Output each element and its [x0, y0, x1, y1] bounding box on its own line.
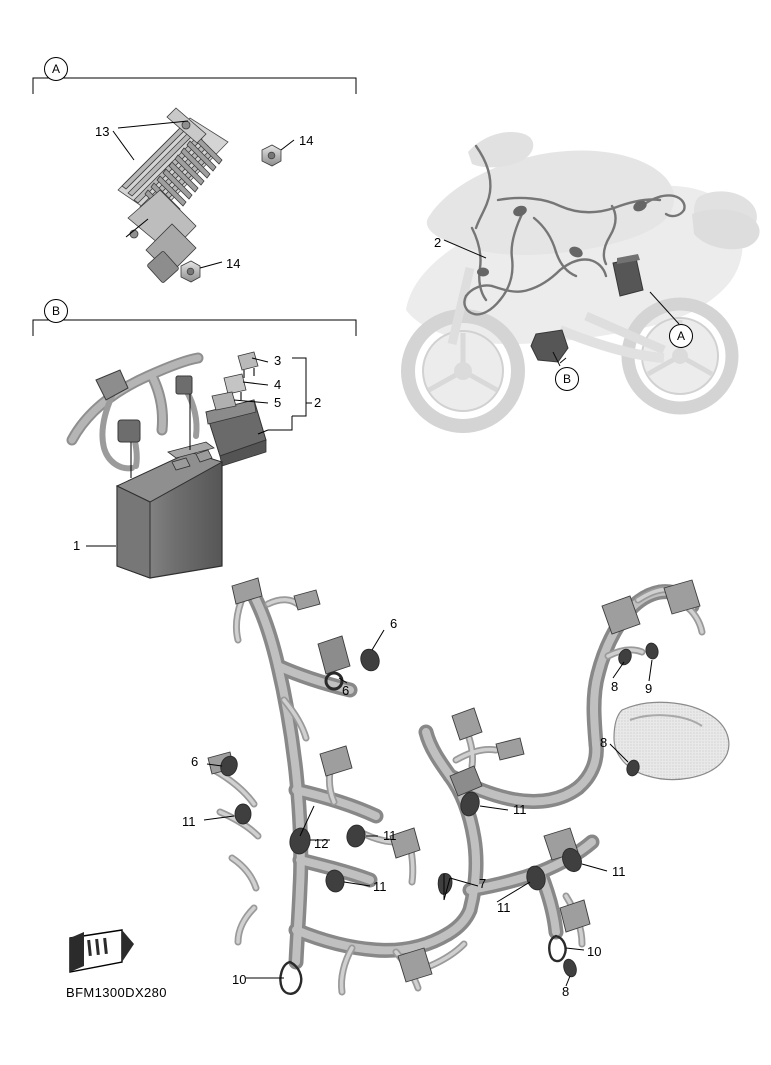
group-b-bracket [33, 310, 356, 336]
item-2-fusebox: 2 [314, 395, 322, 410]
group-b-box-label: B [51, 304, 60, 318]
group-a-bike-callout [669, 324, 693, 348]
group-a-box-label: A [51, 62, 60, 76]
item-11-band-mid: 11 [383, 828, 397, 843]
item-8-clamp-right: 8 [611, 679, 619, 694]
battery [117, 442, 222, 578]
item-6-clip-upper: 6 [390, 616, 398, 631]
item-11-band-lower: 11 [373, 879, 387, 894]
item-7-band: 7 [479, 876, 487, 891]
item-4-fuse: 4 [274, 377, 282, 392]
group-a-box-callout [44, 57, 68, 81]
group-a-bike-label: A [676, 329, 685, 343]
motorcycle-illustration [406, 132, 760, 426]
item-11-band-bottom: 11 [497, 900, 511, 915]
group-b-bike-label: B [562, 372, 571, 386]
group-a-bracket [33, 68, 356, 94]
item-11-band-center: 11 [513, 802, 527, 817]
item-11-band-right: 11 [612, 864, 626, 879]
item-10-band-bottom-left: 10 [232, 972, 247, 987]
item-11-band-left: 11 [182, 814, 196, 829]
item-3-fuse: 3 [274, 353, 282, 368]
item-2-wire-harness-bike: 2 [434, 235, 442, 250]
group-b-bike-callout [555, 367, 579, 391]
item-14-bolt-top: 14 [299, 133, 314, 148]
item-9-clamp-right: 9 [645, 681, 653, 696]
item-12-band: 12 [314, 836, 329, 851]
item-6-clip-left: 6 [191, 754, 199, 769]
item-14-bolt-bottom: 14 [226, 256, 241, 271]
item-8-clamp-cover: 8 [600, 735, 608, 750]
item-1-battery: 1 [73, 538, 81, 553]
item-5-fuse: 5 [274, 395, 282, 410]
group-b-box-callout [44, 299, 68, 323]
part-number: BFM1300DX280 [66, 985, 167, 1000]
item-6-clip-mid: 6 [342, 683, 350, 698]
bolt-14-top [262, 140, 294, 166]
item-13-regulator: 13 [95, 124, 110, 139]
fwd-marker [70, 930, 134, 972]
item-10-band-right: 10 [587, 944, 602, 959]
bolt-14-bottom [181, 261, 222, 282]
rectifier-regulator-assembly [113, 108, 294, 283]
item-8-clamp-bottom: 8 [562, 984, 570, 999]
main-wire-harness [204, 578, 729, 994]
